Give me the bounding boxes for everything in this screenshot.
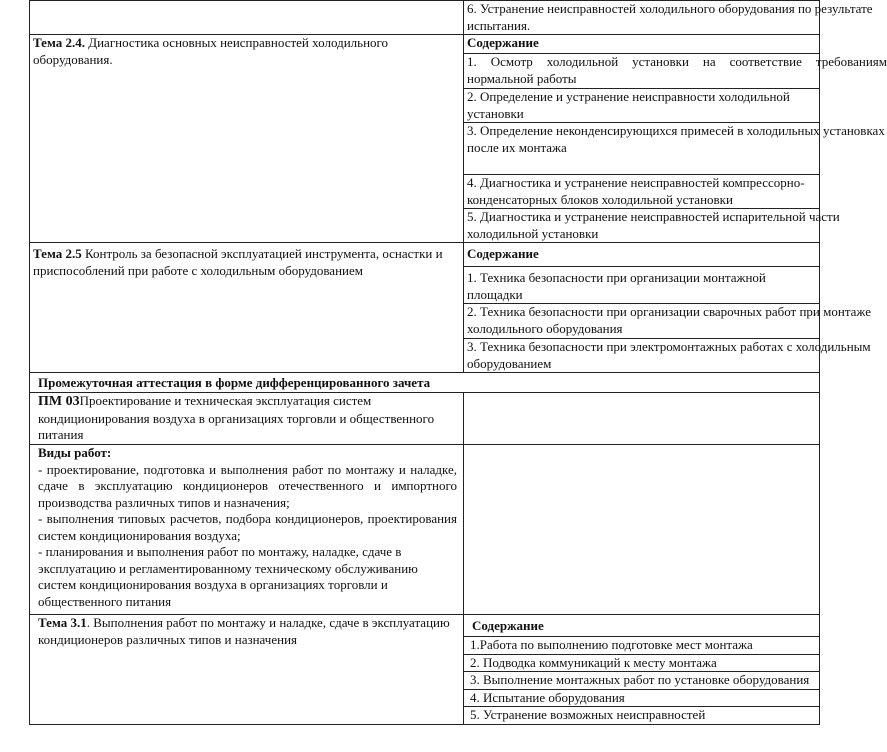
table-cell	[464, 175, 820, 209]
work-types-cell	[30, 445, 464, 615]
content-header: Содержание	[472, 618, 544, 633]
content-header: Содержание	[467, 35, 539, 50]
table-row	[30, 243, 820, 267]
empty-cell	[464, 445, 820, 615]
topic-title: Контроль за безопасной эксплуатацией инструмента, оснастки и приспособлений при работе с холодильным оборудованием	[33, 246, 443, 278]
module-code: ПМ 03	[38, 394, 80, 409]
topic-code: Тема 3.1	[38, 615, 87, 630]
table-cell	[464, 89, 820, 123]
content-item: 5. Устранение возможных неисправностей	[470, 707, 706, 722]
content-item: 3. Техника безопасности при электромонтажных работах с холодильным оборудованием	[467, 339, 871, 371]
table-cell	[464, 209, 840, 243]
topic-title: Диагностика основных неисправностей холодильного оборудования.	[33, 35, 389, 67]
topic-cell	[30, 243, 464, 373]
table-cell	[464, 54, 887, 89]
table-row	[30, 615, 820, 637]
content-item: 6. Устранение неисправностей холодильного оборудования по результате испытания.	[467, 1, 873, 33]
table-cell	[464, 1, 873, 35]
table-cell	[464, 267, 820, 304]
attestation-text: Промежуточная аттестация в форме дифференцированного зачета	[38, 375, 431, 390]
table-row	[30, 35, 820, 54]
content-item: 4. Испытание оборудования	[470, 689, 625, 705]
table-row	[30, 373, 820, 393]
attestation-cell	[30, 373, 820, 393]
content-item: 3. Определение неконденсирующихся примесей в холодильных установках после их монтажа	[467, 123, 885, 155]
content-header-cell	[464, 615, 820, 637]
table-cell	[464, 707, 820, 725]
topic-code: Тема 2.4.	[33, 35, 85, 50]
content-header-cell	[464, 35, 820, 54]
table-cell	[464, 672, 820, 690]
content-header: Содержание	[467, 246, 539, 261]
work-type-item: - проектирование, подготовка и выполнения работ по монтажу и наладке, сдаче в эксплуатацию кондиционеров отечественного и импортного производства различных типов и назначения;	[38, 461, 457, 510]
module-title: Проектирование и техническая эксплуатация систем кондиционирования воздуха в организациях торговли и общественного питания	[38, 393, 435, 442]
content-item: 1. Техника безопасности при организации монтажной площадки	[467, 270, 766, 302]
content-item: 2. Техника безопасности при организации сварочных работ при монтаже холодильного оборудования	[467, 304, 872, 336]
work-types-header: Виды работ:	[38, 445, 112, 460]
content-header-cell	[464, 243, 820, 267]
module-cell	[30, 393, 464, 445]
topic-code: Тема 2.5	[33, 246, 82, 261]
table-cell	[464, 123, 885, 175]
table-cell	[464, 339, 871, 373]
table-cell	[464, 304, 872, 339]
empty-cell	[464, 393, 820, 445]
content-item: 5. Диагностика и устранение неисправностей испарительной части холодильной установки	[467, 209, 840, 241]
work-type-item: - планирования и выполнения работ по монтажу, наладке, сдаче в эксплуатацию и регламентированному техническому обслуживанию систем кондиционирования воздуха в организациях торговли и общественного питания	[38, 544, 418, 609]
curriculum-table	[29, 0, 887, 725]
content-item: 2. Определение и устранение неисправности холодильной установки	[467, 89, 790, 121]
work-type-item: - выполнения типовых расчетов, подбора кондиционеров, проектирования систем кондиционирования воздуха;	[38, 511, 457, 543]
document-page	[29, 0, 887, 722]
content-item: 2. Подводка коммуникаций к месту монтажа	[470, 654, 717, 670]
table-row	[30, 393, 820, 445]
table-cell	[464, 689, 820, 707]
content-item: 4. Диагностика и устранение неисправностей компрессорно-конденсаторных блоков холодильной установки	[467, 175, 805, 207]
topic-cell	[30, 615, 464, 725]
table-cell	[464, 637, 820, 655]
topic-title: . Выполнения работ по монтажу и наладке, сдаче в эксплуатацию кондиционеров различных типов и назначения	[38, 615, 450, 647]
table-row	[30, 445, 820, 615]
empty-cell	[30, 1, 464, 35]
topic-cell	[30, 35, 464, 243]
content-item: 3. Выполнение монтажных работ по установке оборудования	[470, 672, 810, 687]
table-row	[30, 1, 820, 35]
content-item: 1. Осмотр холодильной установки на соответствие требованиям нормальной работы	[467, 54, 887, 86]
content-item: 1.Работа по выполнению подготовке мест монтажа	[470, 637, 753, 652]
table-cell	[464, 654, 820, 672]
